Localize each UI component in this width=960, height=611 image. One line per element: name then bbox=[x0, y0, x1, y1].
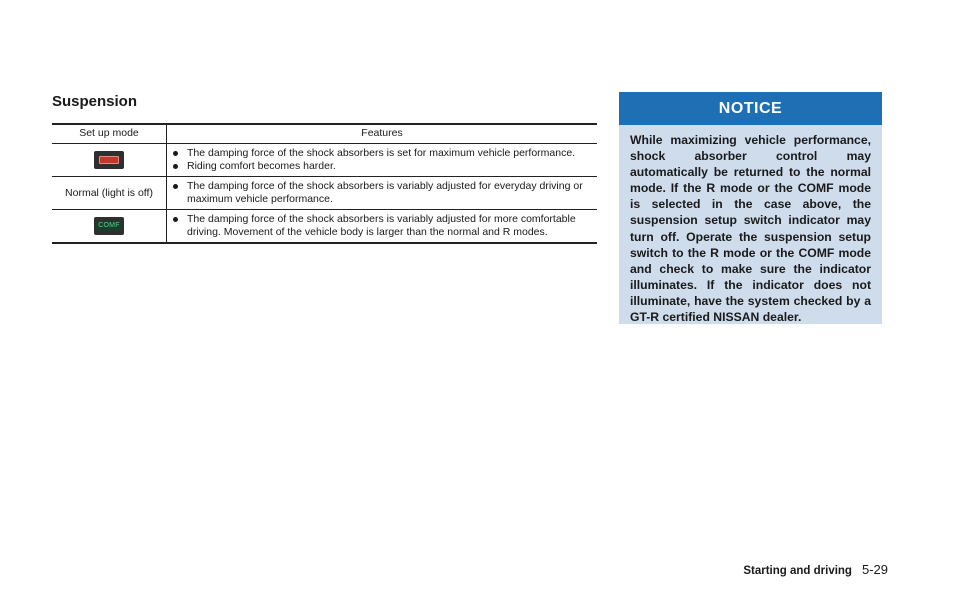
page-footer bbox=[743, 562, 888, 577]
header-features: Features bbox=[167, 124, 598, 144]
footer-section-title: Starting and driving bbox=[743, 565, 852, 577]
bullet-icon bbox=[173, 151, 178, 156]
section-title: Suspension bbox=[52, 93, 138, 110]
list-item: The damping force of the shock absorbers is variably adjusted for everyday driving or maximum vehicle performance. bbox=[171, 180, 593, 206]
suspension-modes-table bbox=[52, 123, 597, 244]
mode-cell-normal: Normal (light is off) bbox=[52, 177, 167, 210]
list-item: The damping force of the shock absorbers is set for maximum vehicle performance. bbox=[171, 147, 593, 160]
features-cell bbox=[167, 177, 598, 210]
table-row bbox=[52, 210, 597, 244]
features-cell bbox=[167, 210, 598, 244]
notice-title: NOTICE bbox=[619, 92, 882, 125]
bullet-icon bbox=[173, 164, 178, 169]
header-setup-mode: Set up mode bbox=[52, 124, 167, 144]
list-item: Riding comfort becomes harder. bbox=[171, 160, 593, 173]
comf-indicator-icon bbox=[94, 217, 124, 235]
features-cell bbox=[167, 144, 598, 177]
bullet-icon bbox=[173, 217, 178, 222]
notice-box bbox=[619, 92, 882, 324]
r-indicator-icon bbox=[94, 151, 124, 169]
table-row bbox=[52, 144, 597, 177]
table-header-row bbox=[52, 124, 597, 144]
mode-cell-r bbox=[52, 144, 167, 177]
table-row bbox=[52, 177, 597, 210]
list-item: The damping force of the shock absorbers is variably adjusted for more comfortable driving. Movement of the vehicle body is larger than the normal and R modes. bbox=[171, 213, 593, 239]
page-number: 5-29 bbox=[861, 562, 888, 577]
mode-cell-comf bbox=[52, 210, 167, 244]
comf-indicator-label: COMF bbox=[96, 221, 122, 231]
notice-body: While maximizing vehicle performance, shock absorber control may automatically be returned to the normal mode. If the R mode or the COMF mode is selected in the case above, the suspension setup switch indicator may turn off. Operate the suspension setup switch to the R mode or the COMF mode and check to make sure the indicator illuminates. If the indicator does not illuminate, have the system checked by a GT-R certified NISSAN dealer. bbox=[630, 133, 871, 325]
bullet-icon bbox=[173, 184, 178, 189]
